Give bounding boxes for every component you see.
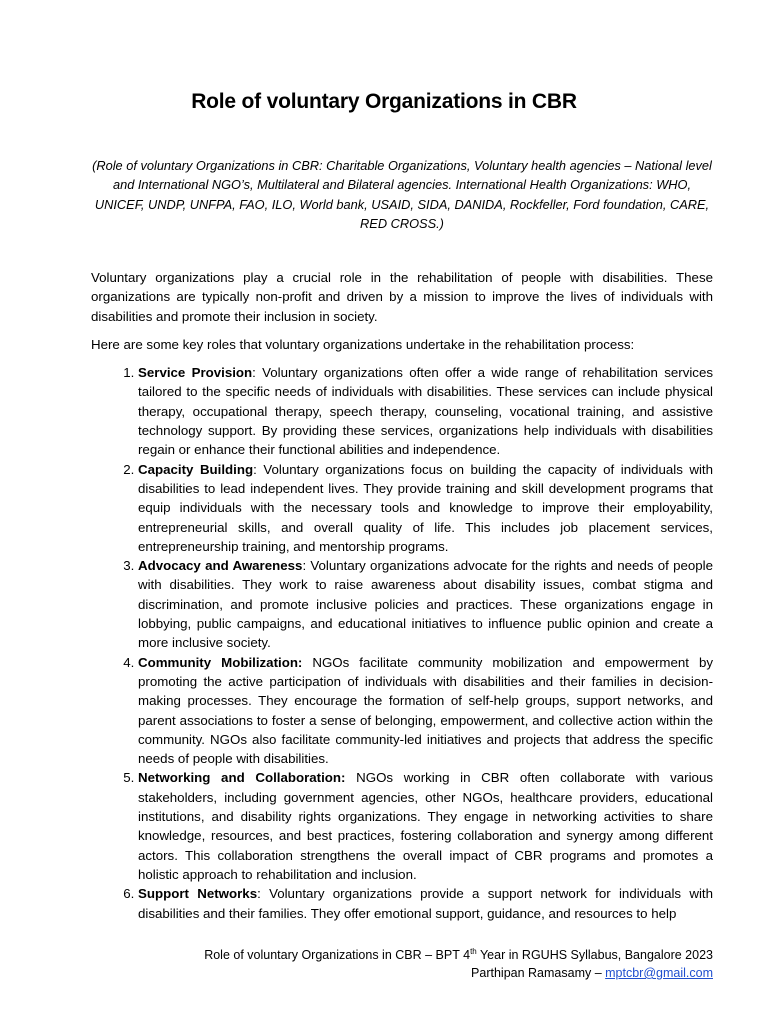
subtitle-note: (Role of voluntary Organizations in CBR: Charitable Organizations, Voluntary health agencies – National level and International NGO’s, Multilateral and Bilateral agencies. International Health Organizations: WHO, UNICEF, UNDP, UNFPA, FAO, ILO, World bank, USAID, SIDA, DANIDA, Rockfeller, Ford foundation, CARE, RED CROSS.) bbox=[92, 158, 712, 231]
email-link[interactable]: mptcbr@gmail.com bbox=[605, 966, 713, 980]
footer-course-text: Role of voluntary Organizations in CBR – BPT 4 bbox=[204, 948, 471, 962]
list-item-term: Community Mobilization: bbox=[138, 654, 303, 670]
list-item-text: : Voluntary organizations advocate for the rights and needs of people with disabilities. They work to raise awareness about disability issues, combat stigma and discrimination, and promote inclusive policies and practices. These organizations engage in lobbying, public campaigns, and educational initiatives to influence public opinion and create a more inclusive society. bbox=[138, 558, 713, 651]
list-item bbox=[138, 653, 713, 769]
list-item-term: Advocacy and Awareness bbox=[138, 558, 303, 574]
list-item-term: Service Provision bbox=[138, 365, 253, 381]
list-item bbox=[138, 884, 713, 923]
list-item-term: Capacity Building bbox=[138, 461, 254, 477]
body-text bbox=[91, 268, 713, 923]
page-footer bbox=[204, 946, 713, 982]
page-title: Role of voluntary Organizations in CBR bbox=[191, 90, 577, 113]
list-item bbox=[138, 768, 713, 884]
list-item-term: Networking and Collaboration: bbox=[138, 770, 346, 786]
list-item-text: : Voluntary organizations provide a support network for individuals with disabilities and their families. They offer emotional support, guidance, and resources to help bbox=[138, 886, 713, 921]
footer-author-line bbox=[204, 964, 713, 982]
list-item-text: : Voluntary organizations often offer a wide range of rehabilitation services tailored to the specific needs of individuals with disabilities. These services can include physical therapy, occupational therapy, speech therapy, counseling, vocational training, and assistive technology support. By providing these services, organizations help individuals with disabilities regain or enhance their functional abilities and independence. bbox=[138, 365, 713, 458]
lead-in-paragraph: Here are some key roles that voluntary organizations undertake in the rehabilitation process: bbox=[91, 336, 635, 352]
footer-course-suffix: Year in RGUHS Syllabus, Bangalore 2023 bbox=[476, 948, 713, 962]
intro-paragraph: Voluntary organizations play a crucial role in the rehabilitation of people with disabilities. These organizations are typically non-profit and driven by a mission to improve the lives of individuals with disabilities and promote their inclusion in society. bbox=[91, 270, 713, 324]
roles-list bbox=[91, 363, 713, 923]
footer-superscript: th bbox=[470, 946, 477, 956]
footer-course-line bbox=[204, 946, 713, 964]
footer-author: Parthipan Ramasamy – bbox=[471, 966, 606, 980]
list-item-term: Support Networks bbox=[138, 886, 258, 902]
list-item-text: : Voluntary organizations focus on building the capacity of individuals with disabilities to lead independent lives. They provide training and skill development programs that equip individuals with the necessary tools and knowledge to improve their employability, entrepreneurial skills, and overall quality of life. This includes job placement services, entrepreneurship training, and mentorship programs. bbox=[138, 461, 714, 554]
list-item-text: NGOs working in CBR often collaborate with various stakeholders, including government agencies, other NGOs, healthcare providers, educational institutions, and disability rights organizations. They engage in networking activities to share knowledge, resources, and best practices, fostering collaboration and synergy among different actors. This collaboration strengthens the overall impact of CBR programs and promotes a holistic approach to rehabilitation and inclusion. bbox=[138, 770, 713, 882]
list-item bbox=[138, 363, 713, 459]
list-item bbox=[138, 460, 713, 556]
list-item bbox=[138, 556, 713, 652]
list-item-text: NGOs facilitate community mobilization and empowerment by promoting the active participation of individuals with disabilities and their families in decision-making processes. They encourage the formation of self-help groups, support networks, and parent associations to foster a sense of belonging, empowerment, and collective action within the community. NGOs also facilitate community-led initiatives and projects that address the specific needs of people with disabilities. bbox=[138, 654, 713, 767]
